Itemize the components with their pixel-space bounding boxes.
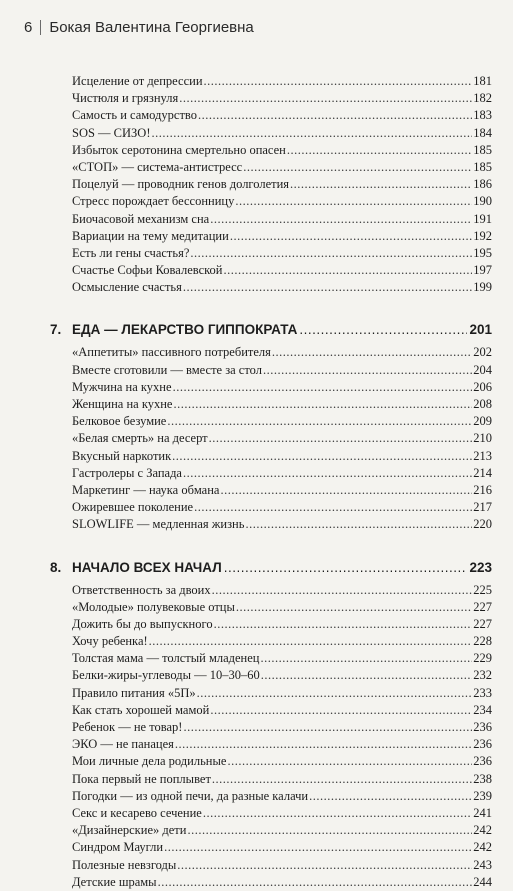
toc-entry (72, 396, 492, 413)
toc-entry (72, 211, 492, 228)
dot-leader (227, 753, 472, 770)
entry-page: 242 (473, 840, 492, 855)
entry-title: «Белая смерть» на десерт (72, 431, 208, 446)
entry-page: 192 (473, 228, 492, 243)
entry-title: Есть ли гены счастья? (72, 245, 190, 260)
dot-leader (224, 262, 473, 279)
entry-page: 238 (473, 771, 492, 786)
entry-title: Маркетинг — наука обмана (72, 482, 220, 497)
entry-title: Гастролеры с Запада (72, 465, 182, 480)
entry-page: 190 (473, 194, 492, 209)
toc-entry (72, 73, 492, 90)
toc-entry (72, 482, 492, 499)
dot-leader (203, 805, 472, 822)
entry-title: Вариации на тему медитации (72, 228, 229, 243)
entry-page: 243 (473, 857, 492, 872)
toc-entry (72, 719, 492, 736)
entry-page: 233 (473, 685, 492, 700)
dot-leader (179, 90, 472, 107)
toc-entry (72, 822, 492, 839)
entry-title: Счастье Софьи Ковалевской (72, 263, 223, 278)
entry-title: Поцелуй — проводник генов долголетия (72, 177, 290, 192)
dot-leader (173, 379, 473, 396)
toc-entry (72, 499, 492, 516)
toc-entry (72, 142, 492, 159)
entry-page: 195 (473, 245, 492, 260)
entry-title: Правило питания «5П» (72, 685, 196, 700)
dot-leader (173, 396, 472, 413)
dot-leader (197, 685, 473, 702)
entry-page: 220 (473, 517, 492, 532)
dot-leader (287, 142, 472, 159)
toc-entry (72, 262, 492, 279)
toc-entry (72, 125, 492, 142)
toc-entry (72, 159, 492, 176)
dot-leader (272, 344, 472, 361)
dot-leader (149, 633, 473, 650)
entry-page: 239 (473, 788, 492, 803)
toc-entry (72, 702, 492, 719)
dot-leader (190, 245, 472, 262)
entry-title: Как стать хорошей мамой (72, 702, 210, 717)
entry-page: 228 (473, 634, 492, 649)
entry-page: 234 (473, 702, 492, 717)
dot-leader (235, 193, 472, 210)
entry-title: Стресс порождает бессонницу (72, 194, 235, 209)
dot-leader (220, 482, 472, 499)
dot-leader (194, 499, 472, 516)
entry-title: Дожить бы до выпускного (72, 616, 213, 631)
dot-leader (263, 362, 472, 379)
entry-page: 181 (473, 74, 492, 88)
toc-entry (72, 650, 492, 667)
chapter-number: 7. (50, 322, 62, 338)
entry-title: «СТОП» — система-антистресс (72, 159, 243, 174)
entry-page: 185 (473, 142, 492, 157)
dot-leader (152, 125, 473, 142)
entry-title: SOS — СИЗО! (72, 125, 151, 140)
header-divider (40, 20, 41, 35)
toc-entry (72, 771, 492, 788)
chapter-8-entries (72, 582, 492, 891)
entry-title: Белковое безумие (72, 414, 167, 429)
dot-leader (261, 667, 472, 684)
toc-entry (72, 362, 492, 379)
entry-title: Избыток серотонина смертельно опасен (72, 142, 286, 157)
entry-title: «Дизайнерские» дети (72, 823, 187, 838)
dot-leader (204, 73, 473, 90)
dot-leader (245, 516, 472, 533)
entry-title: Погодки — из одной печи, да разные калачи (72, 788, 309, 803)
running-header (24, 19, 254, 36)
entry-title: Ребенок — не товар! (72, 720, 183, 734)
entry-page: 204 (473, 362, 492, 377)
entry-title: Вкусный наркотик (72, 448, 172, 463)
entry-page: 209 (473, 414, 492, 429)
entry-page: 210 (473, 431, 492, 446)
dot-leader (210, 702, 472, 719)
entry-page: 229 (473, 651, 492, 666)
entry-page: 213 (473, 448, 492, 463)
toc-entry (72, 228, 492, 245)
toc-entry (72, 667, 492, 684)
entry-page: 236 (473, 754, 492, 769)
chapter-page: 201 (469, 322, 492, 338)
dot-leader (210, 211, 472, 228)
entry-title: Вместе сготовили — вместе за стол (72, 362, 262, 377)
toc-entry (72, 90, 492, 107)
toc-entry (72, 633, 492, 650)
entry-title: Исцеление от депрессии (72, 74, 203, 88)
entry-page: 185 (473, 159, 492, 174)
chapter-title: ЕДА — ЛЕКАРСТВО ГИППОКРАТА (72, 322, 298, 338)
entry-page: 244 (473, 874, 492, 889)
dot-leader (183, 465, 472, 482)
dot-leader (158, 874, 473, 891)
chapter-title: НАЧАЛО ВСЕХ НАЧАЛ (72, 559, 222, 575)
entry-page: 184 (473, 125, 492, 140)
entry-page: 182 (473, 91, 492, 106)
entry-title: Белки-жиры-углеводы — 10–30–60 (72, 668, 260, 683)
dot-leader (212, 771, 472, 788)
author-name: Бокая Валентина Георгиевна (49, 19, 254, 36)
toc-entry (72, 685, 492, 702)
entry-page: 241 (473, 805, 492, 820)
dot-leader (214, 616, 473, 633)
dot-leader (212, 582, 473, 599)
toc-entry (72, 279, 492, 296)
dot-leader (209, 430, 473, 447)
entry-page: 242 (473, 823, 492, 838)
entry-page: 236 (473, 720, 492, 734)
entry-page: 183 (473, 108, 492, 123)
dot-leader (177, 857, 472, 874)
toc-entry (72, 245, 492, 262)
entry-page: 197 (473, 263, 492, 278)
entry-title: Детские шрамы (72, 874, 157, 889)
entry-page: 217 (473, 500, 492, 515)
chapter-7-heading (50, 320, 492, 340)
entry-page: 186 (473, 177, 492, 192)
entry-title: Мои личные дела родильные (72, 754, 227, 769)
entry-title: Секс и кесарево сечение (72, 805, 202, 820)
entry-page: 202 (473, 345, 492, 360)
toc-entry (72, 448, 492, 465)
entry-page: 206 (473, 379, 492, 394)
toc-section-continued (72, 73, 492, 296)
toc-entry (72, 107, 492, 124)
chapter-page: 223 (469, 559, 492, 575)
dot-leader (299, 320, 467, 340)
dot-leader (230, 228, 472, 245)
toc-entry (72, 582, 492, 599)
entry-page: 199 (473, 280, 492, 295)
dot-leader (260, 650, 472, 667)
toc-entry (72, 516, 492, 533)
entry-title: Ответственность за двоих (72, 582, 211, 597)
toc-entry (72, 379, 492, 396)
dot-leader (187, 822, 472, 839)
entry-title: Чистюля и грязнуля (72, 91, 179, 106)
entry-title: Хочу ребенка! (72, 634, 148, 649)
entry-title: SLOWLIFE — медленная жизнь (72, 517, 245, 532)
entry-title: Толстая мама — толстый младенец (72, 651, 260, 666)
entry-page: 191 (473, 211, 492, 226)
toc-entry (72, 857, 492, 874)
entry-title: Женщина на кухне (72, 397, 173, 411)
entry-title: «Аппетиты» пассивного потребителя (72, 345, 271, 360)
entry-page: 232 (473, 668, 492, 683)
entry-title: Пока первый не поплывет (72, 771, 211, 786)
dot-leader (175, 736, 472, 753)
dot-leader (183, 719, 472, 736)
toc-entry (72, 753, 492, 770)
entry-title: Осмысление счастья (72, 280, 182, 295)
dot-leader (309, 788, 472, 805)
entry-page: 236 (473, 737, 492, 752)
entry-page: 227 (473, 599, 492, 614)
dot-leader (290, 176, 472, 193)
entry-title: Мужчина на кухне (72, 379, 172, 394)
dot-leader (243, 159, 472, 176)
entry-title: Синдром Маугли (72, 840, 164, 855)
chapter-number: 8. (50, 559, 62, 575)
toc-entry (72, 616, 492, 633)
entry-title: «Молодые» полувековые отцы (72, 599, 235, 614)
toc-entry (72, 788, 492, 805)
toc-entry (72, 839, 492, 856)
toc-entry (72, 176, 492, 193)
toc-entry (72, 430, 492, 447)
toc-entry (72, 465, 492, 482)
toc-entry (72, 599, 492, 616)
chapter-7-entries (72, 344, 492, 533)
entry-page: 216 (473, 482, 492, 497)
toc-entry (72, 193, 492, 210)
dot-leader (183, 279, 472, 296)
dot-leader (236, 599, 472, 616)
toc-entry (72, 805, 492, 822)
entry-page: 225 (473, 582, 492, 597)
entry-page: 214 (473, 465, 492, 480)
toc-entry (72, 874, 492, 891)
entry-title: Полезные невзгоды (72, 857, 177, 872)
entry-title: Биочасовой механизм сна (72, 211, 210, 226)
toc-entry (72, 344, 492, 361)
chapter-8-heading (50, 558, 492, 578)
page-number: 6 (24, 19, 33, 36)
dot-leader (198, 107, 472, 124)
entry-page: 227 (473, 616, 492, 631)
dot-leader (224, 558, 468, 578)
entry-title: Ожиревшее поколение (72, 500, 194, 515)
toc-entry (72, 413, 492, 430)
entry-page: 208 (473, 397, 492, 411)
dot-leader (164, 839, 472, 856)
table-of-contents (50, 73, 492, 891)
toc-entry (72, 736, 492, 753)
dot-leader (167, 413, 472, 430)
entry-title: ЭКО — не панацея (72, 737, 174, 752)
dot-leader (172, 448, 472, 465)
entry-title: Самость и самодурство (72, 108, 197, 123)
